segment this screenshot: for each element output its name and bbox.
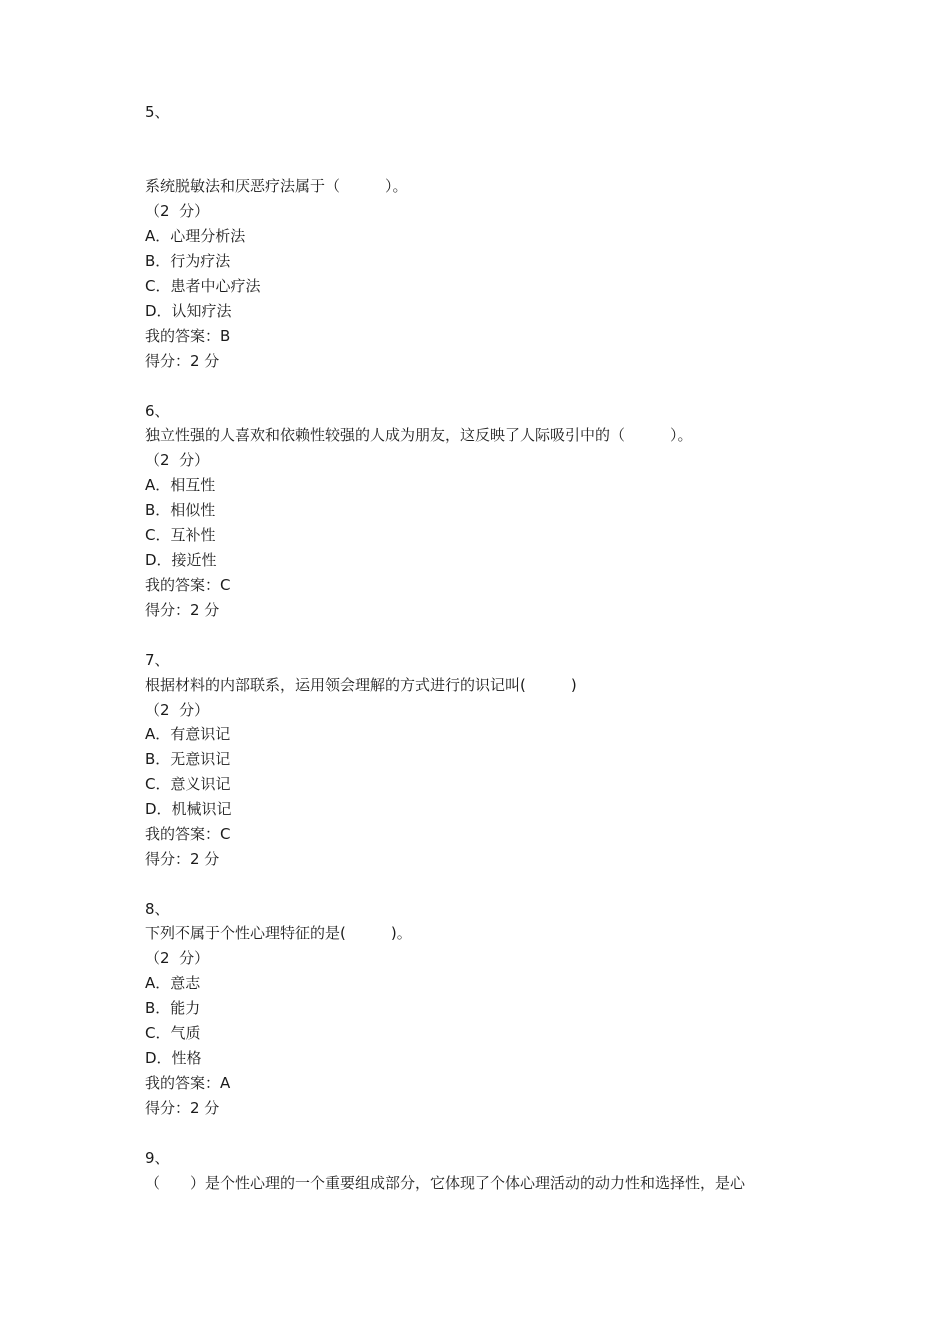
question-8-option-a: A．意志 — [145, 974, 201, 992]
question-5-my-answer: 我的答案：B — [145, 327, 231, 345]
question-7-my-answer: 我的答案：C — [145, 825, 231, 843]
question-6-option-b: B．相似性 — [145, 501, 216, 519]
question-8-option-d: D．性格 — [145, 1049, 202, 1067]
question-6-earned-score: 得分：2 分 — [145, 601, 220, 619]
question-8-my-answer: 我的答案：A — [145, 1074, 231, 1092]
question-5-option-b: B．行为疗法 — [145, 252, 231, 270]
question-8-number: 8、 — [145, 900, 170, 918]
question-7-score: （2 分） — [145, 701, 210, 719]
question-8-option-c: C．气质 — [145, 1024, 201, 1042]
question-7-option-b: B．无意识记 — [145, 750, 231, 768]
question-5-score: （2 分） — [145, 202, 210, 220]
question-8-earned-score: 得分：2 分 — [145, 1099, 220, 1117]
question-7-stem: 根据材料的内部联系，运用领会理解的方式进行的识记叫( ) — [145, 676, 577, 694]
question-6-option-d: D．接近性 — [145, 551, 217, 569]
question-9-stem: （ ）是个性心理的一个重要组成部分，它体现了个体心理活动的动力性和选择性，是心 — [145, 1174, 746, 1192]
question-5-option-d: D．认知疗法 — [145, 302, 232, 320]
question-8-score: （2 分） — [145, 949, 210, 967]
question-7-option-a: A．有意识记 — [145, 725, 231, 743]
question-9-number: 9、 — [145, 1149, 170, 1167]
question-6-my-answer: 我的答案：C — [145, 576, 231, 594]
question-6-option-c: C．互补性 — [145, 526, 216, 544]
question-8-stem: 下列不属于个性心理特征的是( )。 — [145, 924, 412, 942]
question-5-earned-score: 得分：2 分 — [145, 352, 220, 370]
question-7-option-c: C．意义识记 — [145, 775, 231, 793]
question-6-stem: 独立性强的人喜欢和依赖性较强的人成为朋友，这反映了人际吸引中的（ ）。 — [145, 426, 693, 444]
question-7-number: 7、 — [145, 651, 170, 669]
question-7-option-d: D．机械识记 — [145, 800, 232, 818]
question-7-earned-score: 得分：2 分 — [145, 850, 220, 868]
question-5-option-a: A．心理分析法 — [145, 227, 246, 245]
question-6-number: 6、 — [145, 402, 170, 420]
question-8-option-b: B．能力 — [145, 999, 201, 1017]
question-5-option-c: C．患者中心疗法 — [145, 277, 261, 295]
question-6-option-a: A．相互性 — [145, 476, 216, 494]
question-5-stem: 系统脱敏法和厌恶疗法属于（ ）。 — [145, 177, 408, 195]
question-5-number: 5、 — [145, 103, 170, 121]
question-6-score: （2 分） — [145, 451, 210, 469]
